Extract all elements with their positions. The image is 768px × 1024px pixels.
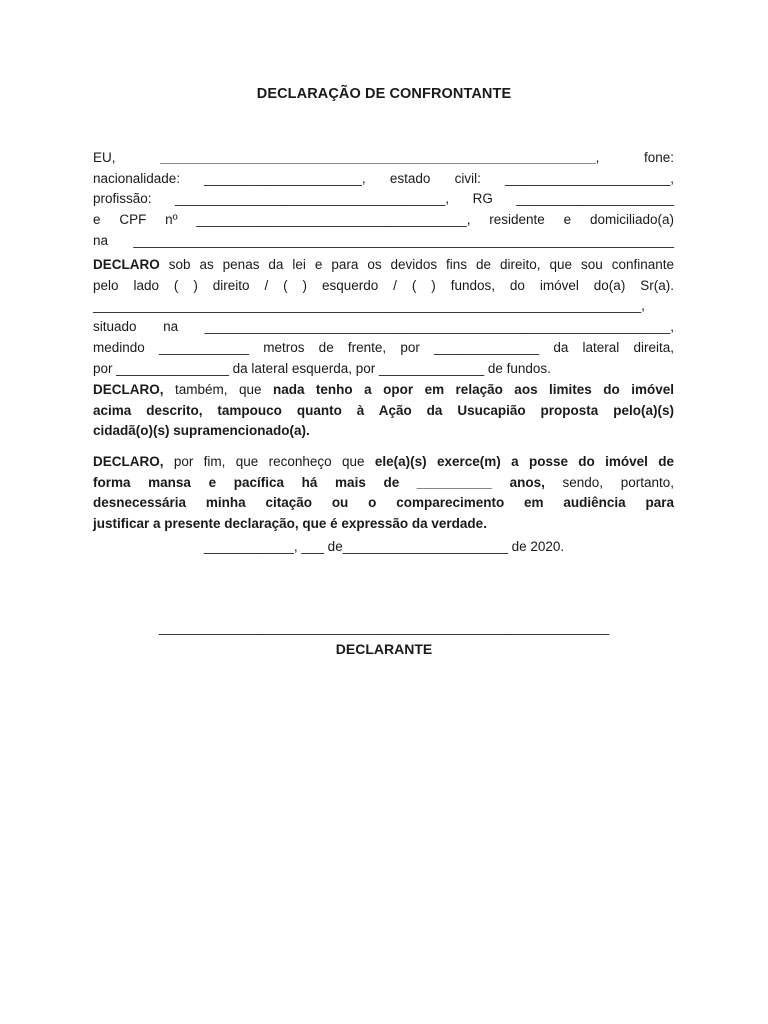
declarant-identification-paragraph bbox=[93, 148, 674, 252]
paragraph-line: na ________________________________________________________________________ bbox=[93, 232, 674, 248]
paragraph-line: e CPF nº ____________________________________, residente e domiciliado(a) bbox=[93, 212, 674, 228]
paragraph-line bbox=[93, 255, 674, 276]
paragraph-line: pelo lado ( ) direito / ( ) esquerdo / ( ) fundos, do imóvel do(a) Sr(a). bbox=[93, 277, 674, 293]
paragraph-bold-text: forma mansa e pacífica há mais de __________ anos, bbox=[93, 474, 545, 490]
paragraph-text: por fim, que reconheço que bbox=[163, 454, 375, 469]
paragraph-line: situado na ______________________________________________________________, bbox=[93, 319, 674, 335]
no-opposition-paragraph bbox=[93, 380, 674, 442]
document-title: DECLARAÇÃO DE CONFRONTANTE bbox=[256, 86, 512, 102]
paragraph-line bbox=[93, 380, 674, 401]
declaro-keyword: DECLARO bbox=[93, 257, 160, 272]
paragraph-bold-text: ele(a)(s) exerce(m) a posse do imóvel de bbox=[374, 454, 674, 469]
paragraph-line: acima descrito, tampouco quanto à Ação da Usucapião proposta pelo(a)(s) bbox=[93, 402, 674, 418]
declaro-keyword: DECLARO, bbox=[93, 454, 164, 469]
possession-recognition-paragraph bbox=[93, 452, 674, 535]
paragraph-line: nacionalidade: _____________________, estado civil: ______________________, bbox=[93, 170, 674, 186]
paragraph-text: sob as penas da lei e para os devidos fins de direito, que sou confinante bbox=[159, 257, 674, 272]
signature-label: DECLARANTE bbox=[335, 641, 433, 657]
paragraph-line: profissão: ____________________________________, RG _____________________ bbox=[93, 191, 674, 207]
signature-line: ____________________________________________________________ bbox=[158, 620, 610, 635]
paragraph-line: desnecessária minha citação ou o comparecimento em audiência para bbox=[93, 495, 674, 511]
paragraph-line: justificar a presente declaração, que é expressão da verdade. bbox=[93, 516, 487, 532]
date-line: ____________, ___ de______________________ de 2020. bbox=[203, 539, 565, 554]
phone-label: fone: bbox=[643, 150, 674, 165]
paragraph-line bbox=[93, 148, 674, 169]
paragraph-line: _________________________________________________________________________, bbox=[93, 298, 645, 314]
paragraph-line: por _______________ da lateral esquerda, por ______________ de fundos. bbox=[93, 360, 551, 376]
paragraph-text: também, que bbox=[163, 382, 273, 397]
paragraph-bold-text: nada tenho a opor em relação aos limites do imóvel bbox=[272, 382, 675, 397]
paragraph-line bbox=[93, 473, 674, 494]
paragraph-text: sendo, portanto, bbox=[544, 474, 674, 490]
declaro-keyword: DECLARO, bbox=[93, 382, 164, 397]
paragraph-line bbox=[93, 452, 674, 473]
paragraph-line: medindo ____________ metros de frente, por ______________ da lateral direita, bbox=[93, 339, 674, 355]
eu-label: EU, bbox=[93, 150, 116, 165]
comma: , bbox=[595, 150, 600, 165]
confrontation-declaration-paragraph bbox=[93, 255, 674, 379]
paragraph-line: cidadã(o)(s) supramencionado(a). bbox=[93, 423, 310, 439]
name-blank: __________________________________________________________ bbox=[160, 150, 596, 165]
